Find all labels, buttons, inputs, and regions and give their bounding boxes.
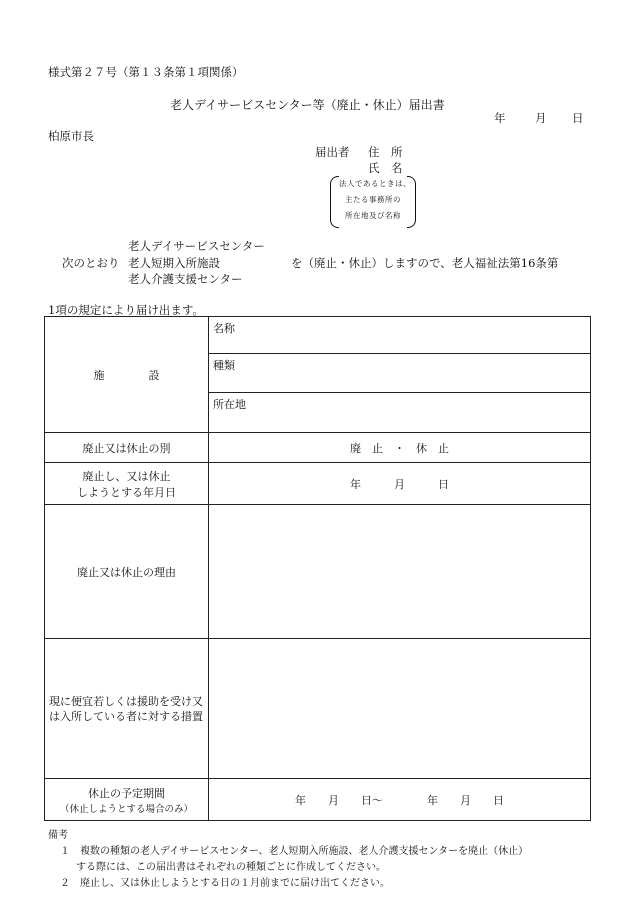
measures-label: 現に便宜若しくは援助を受け又は入所している者に対する措置: [45, 639, 209, 779]
facility-type-label: 種類: [213, 359, 235, 372]
body-suffix: を（廃止・休止）しますので、老人福祉法第16条第: [291, 256, 559, 270]
corp-note-line-1: 法人であるときは、: [339, 179, 411, 188]
corp-note-line-2: 主たる事務所の: [345, 195, 401, 204]
body-prefix: 次のとおり: [62, 256, 120, 270]
facility-name-label: 名称: [213, 322, 235, 335]
facility-type-field[interactable]: [209, 354, 591, 393]
date-year-label: 年: [494, 111, 506, 125]
note-2: ２ 廃止し、又は休止しようとする日の１月前までに届け出てください。: [60, 878, 390, 889]
body-line-2: 1項の規定により届け出ます。: [48, 303, 204, 317]
note-1-line-2: する際には、この届出書はそれぞれの種類ごとに作成してください。: [76, 862, 386, 873]
abolish-or-suspend-label: 廃止又は休止の別: [45, 433, 209, 463]
applicant-label: 届出者: [315, 145, 350, 159]
date-day-label: 日: [572, 111, 584, 125]
abolish-date-label-line-2: しようとする年月日: [77, 485, 176, 499]
notes-heading: 備考: [48, 830, 68, 841]
suspension-period-label: [45, 779, 209, 821]
left-bracket: [330, 176, 339, 228]
facility-name-field[interactable]: [209, 317, 591, 354]
facility-option-3: 老人介護支援センター: [128, 272, 243, 286]
notification-form-table: [44, 316, 591, 821]
abolish-date-label-line-1: 廃止し、又は休止: [82, 469, 171, 483]
suspension-period-field[interactable]: 年 月 日～ 年 月 日: [209, 779, 591, 821]
abolish-or-suspend-choice[interactable]: 廃 止 ・ 休 止: [209, 433, 591, 463]
facility-option-2: 老人短期入所施設: [128, 256, 220, 270]
facility-label: 施 設: [45, 317, 209, 433]
measures-field[interactable]: [209, 639, 591, 779]
corp-note-line-3: 所在地及び名称: [345, 211, 401, 220]
facility-option-1: 老人デイサービスセンター: [128, 239, 265, 253]
form-number: 様式第２７号（第１３条第１項関係）: [48, 65, 244, 79]
suspension-period-label-line-2: （休止しようとする場合のみ）: [59, 803, 193, 815]
name-label: 氏 名: [368, 161, 403, 175]
recipient: 柏原市長: [48, 129, 94, 143]
reason-field[interactable]: [209, 505, 591, 639]
address-label: 住 所: [368, 145, 403, 159]
date-month-label: 月: [535, 111, 547, 125]
abolish-date-label: [45, 463, 209, 505]
document-title: 老人デイサービスセンター等（廃止・休止）届出書: [170, 98, 445, 112]
facility-location-field[interactable]: [209, 393, 591, 433]
corporation-note: [330, 176, 416, 226]
note-1-line-1: １ 複数の種類の老人デイサービスセンター、老人短期入所施設、老人介護支援センターを廃止（休止）: [60, 846, 529, 857]
suspension-period-label-line-1: 休止の予定期間: [88, 786, 165, 800]
abolish-date-field[interactable]: 年 月 日: [209, 463, 591, 505]
reason-label: 廃止又は休止の理由: [45, 505, 209, 639]
facility-location-label: 所在地: [213, 398, 246, 411]
